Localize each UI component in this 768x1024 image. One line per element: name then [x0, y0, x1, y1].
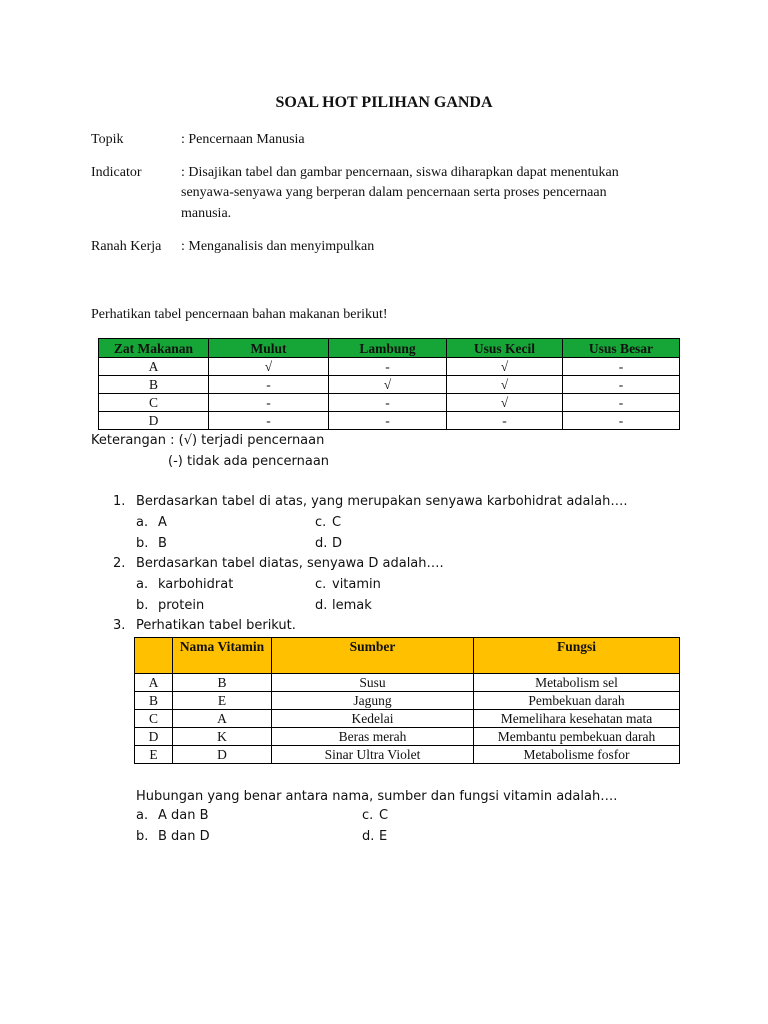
- table-cell: -: [329, 358, 447, 376]
- legend-line-2: (-) tidak ada pencernaan: [168, 454, 330, 469]
- q3-option-a: A dan B: [158, 808, 209, 823]
- table-header-row: [135, 638, 680, 674]
- table-cell: -: [209, 412, 329, 430]
- q1-option-b-letter: b.: [136, 536, 149, 551]
- header-cell: Mulut: [209, 339, 329, 358]
- table-cell: E: [173, 692, 272, 710]
- table-cell: √: [209, 358, 329, 376]
- table-cell: A: [99, 358, 209, 376]
- q2-number: 2.: [113, 556, 126, 571]
- table-cell: B: [135, 692, 173, 710]
- q2-option-b: protein: [158, 598, 205, 613]
- table-cell: Sinar Ultra Violet: [272, 746, 474, 764]
- table-cell: -: [563, 394, 680, 412]
- q1-option-c: C: [332, 515, 342, 530]
- table-cell: Metabolisme fosfor: [474, 746, 680, 764]
- q1-option-a: A: [158, 515, 167, 530]
- q1-number: 1.: [113, 494, 126, 509]
- q2-option-d-letter: d.: [315, 598, 328, 613]
- header-cell: Nama Vitamin: [173, 638, 272, 674]
- table-cell: Membantu pembekuan darah: [474, 728, 680, 746]
- ranah-value: : Menganalisis dan menyimpulkan: [181, 239, 375, 254]
- table-row: [135, 728, 680, 746]
- table-cell: -: [563, 412, 680, 430]
- table-cell: Susu: [272, 674, 474, 692]
- topik-label: Topik: [91, 132, 124, 147]
- table-row: [135, 710, 680, 728]
- q3-option-c-letter: c.: [362, 808, 374, 823]
- header-cell: Zat Makanan: [99, 339, 209, 358]
- table-cell: D: [135, 728, 173, 746]
- q3-option-d-letter: d.: [362, 829, 375, 844]
- q2-option-a-letter: a.: [136, 577, 149, 592]
- q2-option-a: karbohidrat: [158, 577, 234, 592]
- digestion-table: [98, 338, 680, 430]
- header-cell: Lambung: [329, 339, 447, 358]
- q3-option-b: B dan D: [158, 829, 210, 844]
- indicator-line-2: senyawa-senyawa yang berperan dalam pencernaan serta proses pencernaan: [181, 185, 607, 200]
- table-cell: Kedelai: [272, 710, 474, 728]
- header-cell: [135, 638, 173, 674]
- table-row: [135, 746, 680, 764]
- table-cell: √: [329, 376, 447, 394]
- table-cell: C: [135, 710, 173, 728]
- q3-followup: Hubungan yang benar antara nama, sumber dan fungsi vitamin adalah….: [136, 789, 618, 804]
- table-cell: K: [173, 728, 272, 746]
- table-row: [135, 674, 680, 692]
- q2-text: Berdasarkan tabel diatas, senyawa D adalah….: [136, 556, 444, 571]
- q3-text: Perhatikan tabel berikut.: [136, 618, 296, 633]
- table-cell: Metabolism sel: [474, 674, 680, 692]
- table-row: [135, 692, 680, 710]
- q3-option-b-letter: b.: [136, 829, 149, 844]
- q3-number: 3.: [113, 618, 126, 633]
- table-cell: B: [99, 376, 209, 394]
- q1-text: Berdasarkan tabel di atas, yang merupakan senyawa karbohidrat adalah….: [136, 494, 628, 509]
- table-row: [99, 394, 680, 412]
- header-cell: Usus Kecil: [447, 339, 563, 358]
- indicator-label: Indicator: [91, 165, 142, 180]
- table-cell: C: [99, 394, 209, 412]
- legend-line-1: Keterangan : (√) terjadi pencernaan: [91, 433, 325, 448]
- table-cell: -: [329, 412, 447, 430]
- page-title: SOAL HOT PILIHAN GANDA: [275, 94, 493, 111]
- table-row: [99, 412, 680, 430]
- table-cell: -: [209, 394, 329, 412]
- q3-option-a-letter: a.: [136, 808, 149, 823]
- table-cell: -: [209, 376, 329, 394]
- table-cell: D: [99, 412, 209, 430]
- header-cell: Sumber: [272, 638, 474, 674]
- q1-option-d-letter: d.: [315, 536, 328, 551]
- q1-option-b: B: [158, 536, 167, 551]
- table-cell: D: [173, 746, 272, 764]
- indicator-line-1: : Disajikan tabel dan gambar pencernaan, siswa diharapkan dapat menentukan: [181, 165, 619, 180]
- table-cell: √: [447, 358, 563, 376]
- table-cell: -: [563, 376, 680, 394]
- table-row: [99, 358, 680, 376]
- table-cell: B: [173, 674, 272, 692]
- table-cell: A: [135, 674, 173, 692]
- table-cell: -: [329, 394, 447, 412]
- q3-option-d: E: [379, 829, 388, 844]
- ranah-label: Ranah Kerja: [91, 239, 162, 254]
- header-cell: Usus Besar: [563, 339, 680, 358]
- table-cell: A: [173, 710, 272, 728]
- q3-option-c: C: [379, 808, 389, 823]
- table-cell: Pembekuan darah: [474, 692, 680, 710]
- header-cell: Fungsi: [474, 638, 680, 674]
- table-cell: Jagung: [272, 692, 474, 710]
- q1-option-d: D: [332, 536, 343, 551]
- topik-value: : Pencernaan Manusia: [181, 132, 305, 147]
- vitamin-table: [134, 637, 680, 764]
- table-cell: -: [447, 412, 563, 430]
- table-cell: √: [447, 376, 563, 394]
- table-header-row: [99, 339, 680, 358]
- indicator-line-3: manusia.: [181, 206, 232, 221]
- q2-option-d: lemak: [332, 598, 372, 613]
- table-cell: √: [447, 394, 563, 412]
- table-cell: Memelihara kesehatan mata: [474, 710, 680, 728]
- intro-text: Perhatikan tabel pencernaan bahan makanan berikut!: [91, 307, 388, 322]
- table-cell: Beras merah: [272, 728, 474, 746]
- q1-option-a-letter: a.: [136, 515, 149, 530]
- q2-option-b-letter: b.: [136, 598, 149, 613]
- q2-option-c: vitamin: [332, 577, 381, 592]
- table-cell: -: [563, 358, 680, 376]
- q1-option-c-letter: c.: [315, 515, 327, 530]
- table-row: [99, 376, 680, 394]
- table-cell: E: [135, 746, 173, 764]
- q2-option-c-letter: c.: [315, 577, 327, 592]
